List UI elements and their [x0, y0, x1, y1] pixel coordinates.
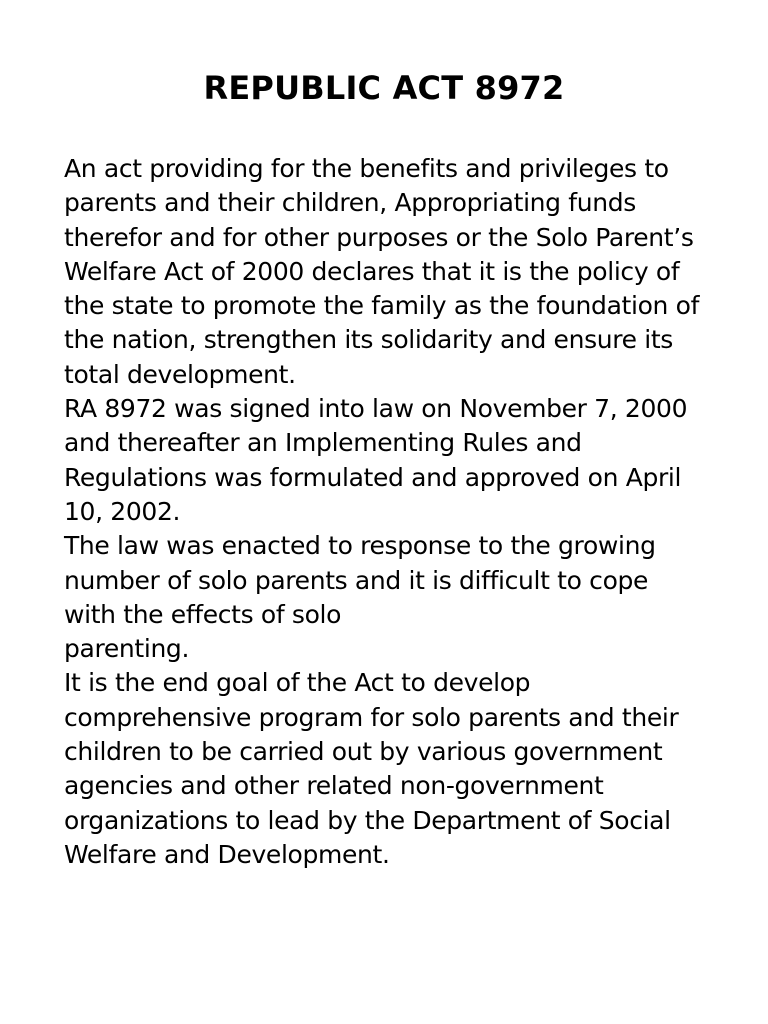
document-title: REPUBLIC ACT 8972	[203, 69, 565, 107]
body-line: RA 8972 was signed into law on November 7, 2000	[64, 394, 688, 424]
body-line: It is the end goal of the Act to develop	[64, 668, 531, 698]
body-line: with the effects of solo	[64, 599, 342, 629]
body-line: number of solo parents and it is difficult to cope	[64, 565, 649, 595]
document-body	[64, 152, 724, 872]
body-line: 10, 2002.	[64, 496, 181, 526]
body-line: parenting.	[64, 634, 190, 664]
body-line: Welfare and Development.	[64, 839, 390, 869]
body-line: therefor and for other purposes or the Solo Parent’s	[64, 222, 694, 252]
body-line: the nation, strengthen its solidarity and ensure its	[64, 325, 673, 355]
body-line: organizations to lead by the Department of Social	[64, 805, 671, 835]
body-line: total development.	[64, 359, 296, 389]
body-line: and thereafter an Implementing Rules and	[64, 428, 582, 458]
body-line: the state to promote the family as the foundation of	[64, 291, 700, 321]
body-line: Welfare Act of 2000 declares that it is the policy of	[64, 256, 680, 286]
body-line: children to be carried out by various government	[64, 737, 663, 767]
body-line: agencies and other related non-government	[64, 771, 604, 801]
body-line: comprehensive program for solo parents and their	[64, 702, 679, 732]
body-line: The law was enacted to response to the growing	[64, 531, 656, 561]
body-line: Regulations was formulated and approved on April	[64, 462, 682, 492]
body-line: An act providing for the benefits and privileges to	[64, 154, 669, 183]
body-line: parents and their children, Appropriating funds	[64, 188, 636, 218]
